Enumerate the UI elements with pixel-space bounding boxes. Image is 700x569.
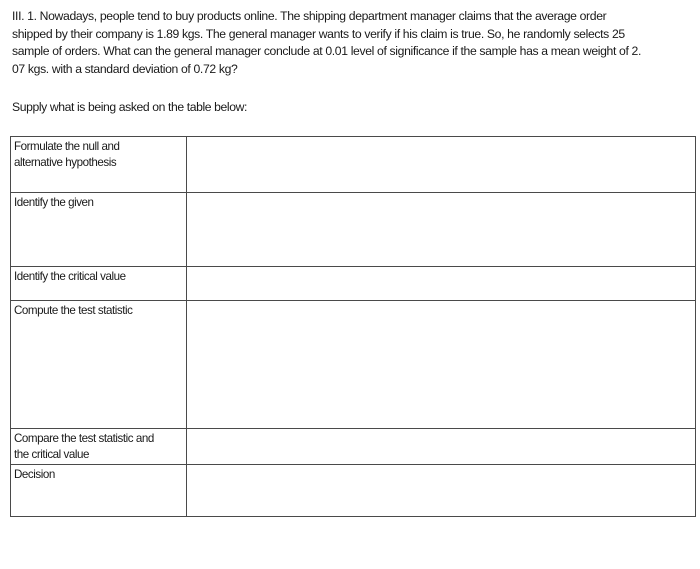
row-label-given bbox=[11, 193, 187, 267]
table-row-test-statistic bbox=[11, 301, 696, 429]
instruction-text: Supply what is being asked on the table below: bbox=[12, 100, 247, 114]
row-label-text: Decision bbox=[14, 468, 55, 481]
table-row-compare bbox=[11, 429, 696, 465]
answer-cell-critical-value[interactable] bbox=[187, 267, 696, 301]
answer-cell-hypothesis[interactable] bbox=[187, 137, 696, 193]
row-label-text: Identify the critical value bbox=[14, 270, 126, 283]
problem-statement: III. 1. Nowadays, people tend to buy products online. The shipping department manager claims that the average order shipped by their company is 1.89 kgs. The general manager wants to verify if his claim is true. So, he randomly selects 25 sample of orders. What can the general manager conclude at 0.01 level of significance if the sample has a mean weight of 2. 07 kgs. with a standard deviation of 0.72 kg? bbox=[12, 9, 642, 76]
row-label-compare bbox=[11, 429, 187, 465]
table-row-given bbox=[11, 193, 696, 267]
row-label-text: Identify the given bbox=[14, 196, 94, 209]
row-label-hypothesis bbox=[11, 137, 187, 193]
row-label-text: Compute the test statistic bbox=[14, 304, 133, 317]
answer-cell-decision[interactable] bbox=[187, 465, 696, 517]
row-label-decision bbox=[11, 465, 187, 517]
table-row-hypothesis bbox=[11, 137, 696, 193]
row-label-critical-value bbox=[11, 267, 187, 301]
table-row-decision bbox=[11, 465, 696, 517]
answer-cell-given[interactable] bbox=[187, 193, 696, 267]
answer-cell-compare[interactable] bbox=[187, 429, 696, 465]
answer-table bbox=[10, 136, 696, 517]
answer-cell-test-statistic[interactable] bbox=[187, 301, 696, 429]
row-label-test-statistic bbox=[11, 301, 187, 429]
table-row-critical-value bbox=[11, 267, 696, 301]
row-label-text: Compare the test statistic and the critical value bbox=[14, 432, 154, 461]
row-label-text: Formulate the null and alternative hypothesis bbox=[14, 140, 120, 169]
